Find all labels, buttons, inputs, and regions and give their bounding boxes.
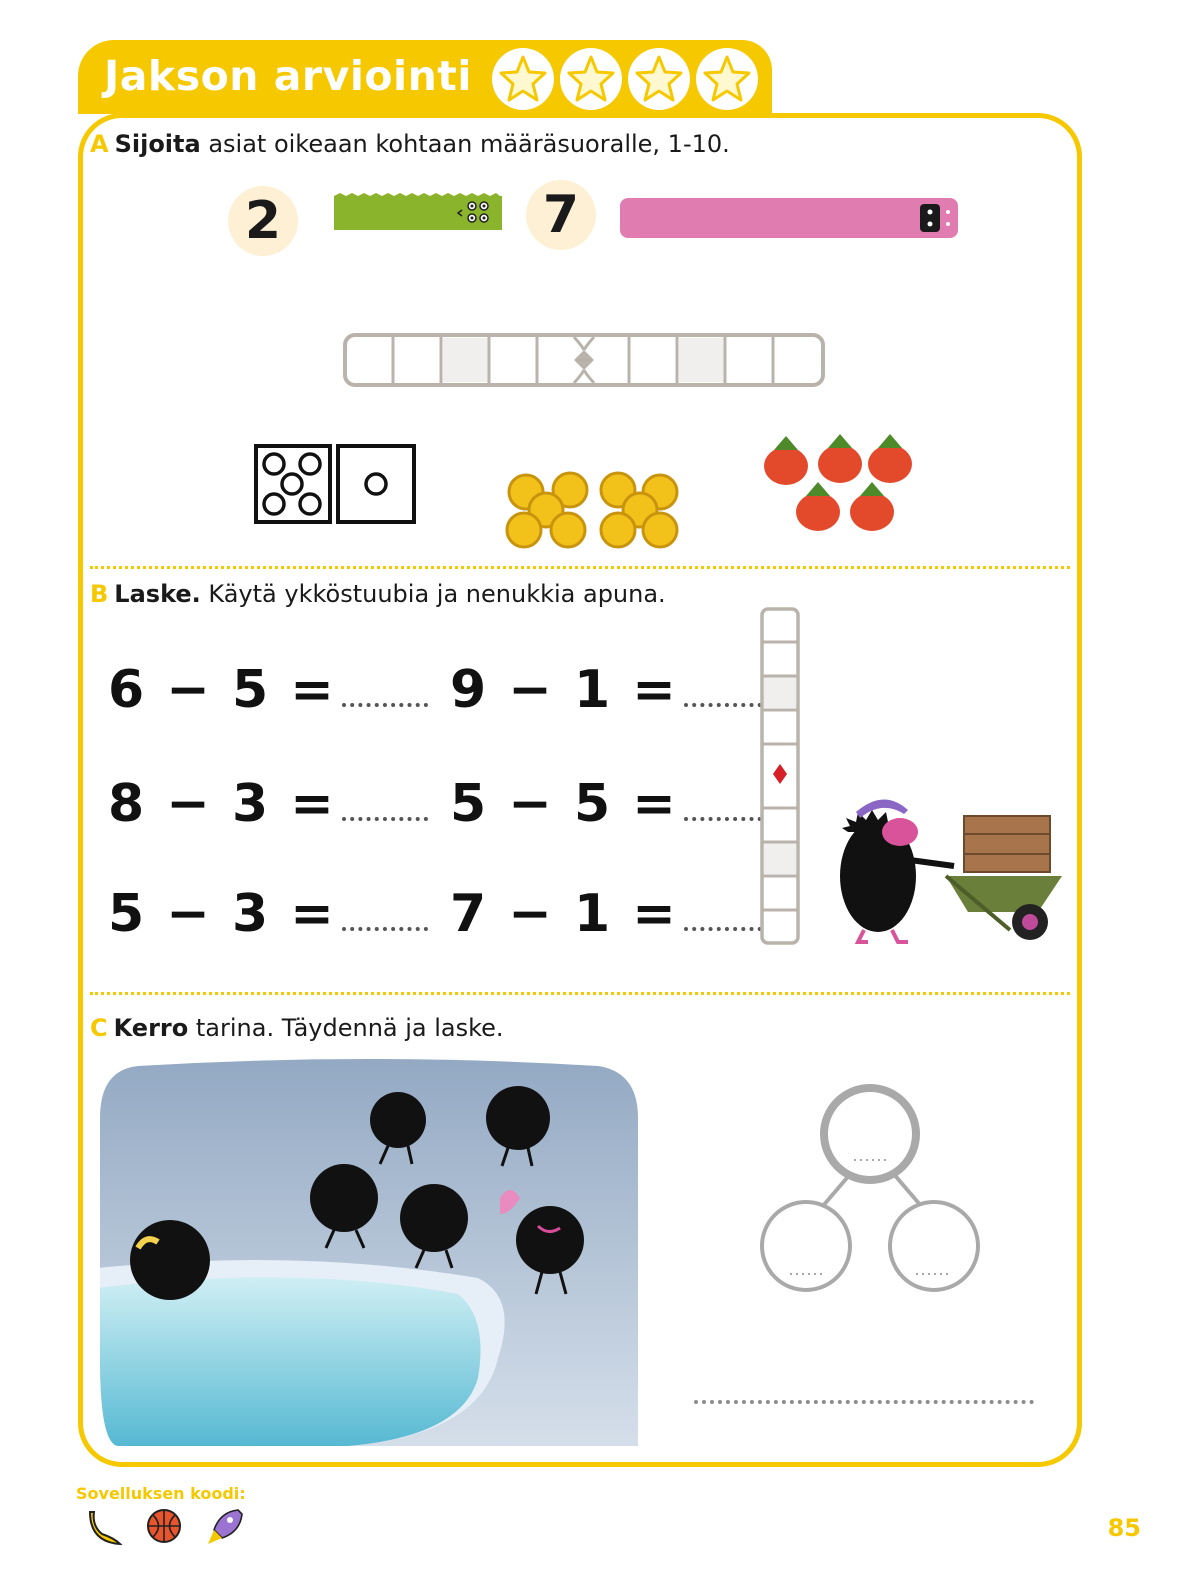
instruction-bold: Laske. [114,580,201,608]
story-answer-line[interactable] [694,1400,1034,1404]
number-bond[interactable] [756,1080,988,1300]
star-icon[interactable] [696,48,758,110]
character-wheelbarrow-illustration [834,780,1070,952]
equation-text: 9 − 1 = [450,660,678,720]
equation-row[interactable] [450,660,770,720]
number-badge[interactable] [228,186,298,256]
instruction-bold: Sijoita [114,130,201,158]
section-a-instruction [90,130,730,158]
equation-text: 6 − 5 = [108,660,336,720]
number-line[interactable] [342,332,826,388]
answer-blank[interactable] [684,815,770,821]
answer-blank[interactable] [342,925,428,931]
instruction-text: asiat oikeaan kohtaan määräsuoralle, 1-10. [200,130,730,158]
number-badge[interactable] [526,180,596,250]
section-divider [90,566,1070,569]
answer-blank[interactable] [342,815,428,821]
instruction-bold: Kerro [113,1014,189,1042]
section-letter: B [90,580,109,608]
page-number: 85 [1107,1514,1141,1542]
app-code-label: Sovelluksen koodi: [76,1484,246,1503]
pool-story-illustration [98,1058,640,1448]
equation-text: 8 − 3 = [108,774,336,834]
green-caterpillar-bar[interactable] [332,192,504,234]
equation-row[interactable] [450,884,770,944]
star-icon[interactable] [492,48,554,110]
section-letter: C [90,1014,108,1042]
answer-blank[interactable] [684,925,770,931]
dot-cards[interactable] [252,442,418,526]
answer-blank[interactable] [342,701,428,707]
section-b-instruction [90,580,666,608]
equation-text: 5 − 3 = [108,884,336,944]
page-title: Jakson arviointi [104,52,472,100]
equation-row[interactable] [450,774,770,834]
unit-tube[interactable] [758,606,802,946]
equation-text: 7 − 1 = [450,884,678,944]
equation-row[interactable] [108,884,428,944]
section-letter: A [90,130,109,158]
instruction-text: Käytä ykköstuubia ja nenukkia apuna. [200,580,666,608]
rocket-icon [204,1506,244,1548]
number-value: 2 [244,191,282,251]
star-icon[interactable] [628,48,690,110]
instruction-text: tarina. Täydennä ja laske. [188,1014,504,1042]
basketball-icon [146,1508,182,1544]
tomatoes-image[interactable] [756,428,920,538]
section-c-instruction [90,1014,504,1042]
equation-row[interactable] [108,660,428,720]
banana-icon [82,1506,124,1548]
equation-text: 5 − 5 = [450,774,678,834]
answer-blank[interactable] [684,701,770,707]
coins-image[interactable] [500,468,688,554]
section-divider [90,992,1070,995]
pink-caterpillar-bar[interactable] [618,196,960,240]
equation-row[interactable] [108,774,428,834]
number-value: 7 [542,185,580,245]
star-icon[interactable] [560,48,622,110]
